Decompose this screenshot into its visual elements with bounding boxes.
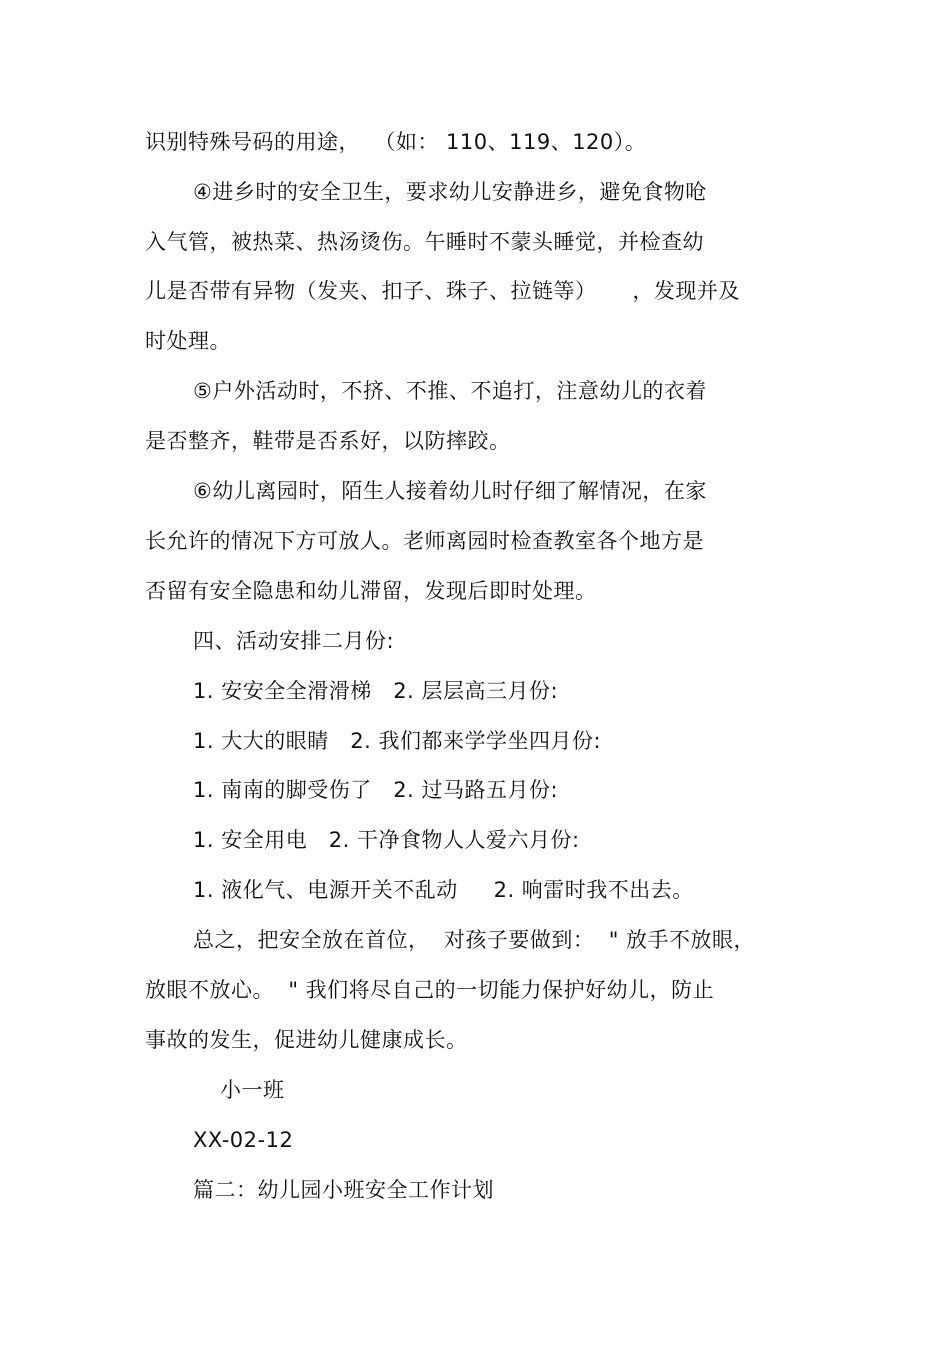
text-line: 是否整齐，鞋带是否系好，以防摔跤。: [145, 429, 511, 453]
signature-class: 小一班: [220, 1078, 285, 1102]
text-line: ⑥幼儿离园时，陌生人接着幼儿时仔细了解情况，在家: [193, 479, 707, 503]
text-line: 总之，把安全放在首位， 对孩子要做到： " 放手不放眼，: [193, 928, 756, 952]
text-line: 入气管，被热菜、热汤烫伤。午睡时不蒙头睡觉，并检查幼: [145, 230, 704, 254]
list-item: 1. 南南的脚受伤了 2. 过马路五月份:: [193, 778, 559, 802]
section-heading: 四、活动安排二月份:: [193, 629, 395, 653]
signature-date: XX-02-12: [193, 1128, 294, 1152]
text-line: 儿是否带有异物（发夹、扣子、珠子、拉链等） ，发现并及: [145, 279, 740, 303]
text-line: 事故的发生，促进幼儿健康成长。: [145, 1028, 468, 1052]
text-line: 时处理。: [145, 329, 231, 353]
list-item: 1. 安全用电 2. 干净食物人人爱六月份:: [193, 828, 580, 852]
text-line: 放眼不放心。 " 我们将尽自己的一切能力保护好幼儿，防止: [145, 978, 715, 1002]
text-line: 长允许的情况下方可放人。老师离园时检查教室各个地方是: [145, 529, 704, 553]
text-line: 识别特殊号码的用途， （如： 110、119、120）。: [145, 130, 647, 154]
list-item: 1. 液化气、电源开关不乱动 2. 响雷时我不出去。: [193, 878, 694, 902]
list-item: 1. 安安全全滑滑梯 2. 层层高三月份:: [193, 679, 559, 703]
text-line: 否留有安全隐患和幼儿滞留，发现后即时处理。: [145, 579, 597, 603]
section-title: 篇二：幼儿园小班安全工作计划: [193, 1178, 494, 1202]
list-item: 1. 大大的眼睛 2. 我们都来学学坐四月份:: [193, 729, 602, 753]
text-line: ⑤户外活动时，不挤、不推、不追打，注意幼儿的衣着: [193, 379, 707, 403]
text-line: ④进乡时的安全卫生，要求幼儿安静进乡，避免食物呛: [193, 180, 707, 204]
